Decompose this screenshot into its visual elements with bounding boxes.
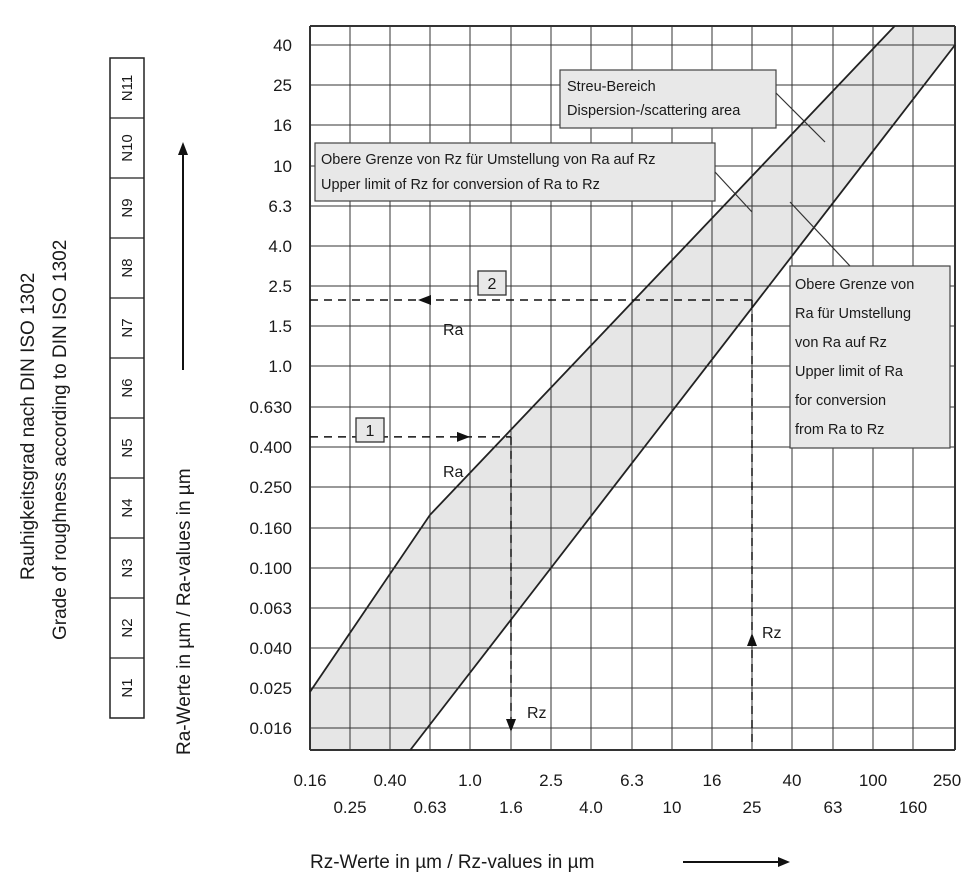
y-tick-label: 0.630 <box>249 398 292 417</box>
streu-label: Dispersion-/scattering area <box>567 103 741 119</box>
x-tick-label: 63 <box>823 798 843 817</box>
y-tick-label: 0.400 <box>249 438 292 457</box>
x-tick-label: 25 <box>742 798 762 817</box>
x-axis-label: Rz-Werte in µm / Rz-values in µm <box>310 852 595 873</box>
y-axis-label: Ra-Werte in µm / Ra-values in µm <box>174 468 195 755</box>
roughness-grade-n1: N1 <box>119 678 136 698</box>
y-tick-label: 0.250 <box>249 478 292 497</box>
y-tick-label: 16 <box>273 116 292 135</box>
x-tick-label: 0.40 <box>373 771 407 790</box>
x-tick-label: 6.3 <box>620 771 644 790</box>
y-tick-label: 0.040 <box>249 639 292 658</box>
roughness-grade-n11: N11 <box>119 74 136 102</box>
streu-label: Streu-Bereich <box>567 79 656 95</box>
y-tick-label: 0.025 <box>249 679 292 698</box>
y-tick-label: 6.3 <box>268 197 292 216</box>
ra-limit-label: von Ra auf Rz <box>795 335 887 351</box>
roughness-grade-n6: N6 <box>119 378 136 398</box>
example-1-ra-arrow <box>457 432 470 442</box>
y-tick-label: 0.063 <box>249 599 292 618</box>
y-tick-label: 25 <box>273 76 292 95</box>
ra-limit-label: from Ra to Rz <box>795 422 885 438</box>
y-tick-label: 0.100 <box>249 559 292 578</box>
roughness-grade-n9: N9 <box>119 198 136 218</box>
x-tick-label: 100 <box>858 771 888 790</box>
x-tick-label: 16 <box>702 771 722 790</box>
roughness-grade-n7: N7 <box>119 318 136 338</box>
ra-limit-label: for conversion <box>795 393 887 409</box>
x-tick-label: 0.16 <box>293 771 327 790</box>
roughness-label-en: Grade of roughness according to DIN ISO 1302 <box>50 239 71 640</box>
x-tick-label: 10 <box>662 798 682 817</box>
x-tick-label: 2.5 <box>539 771 563 790</box>
ra-limit-box <box>790 266 950 448</box>
x-tick-label: 1.6 <box>499 798 523 817</box>
rz-limit-label: Obere Grenze von Rz für Umstellung von Ra auf Rz <box>321 152 656 168</box>
y-tick-label: 0.160 <box>249 519 292 538</box>
y-tick-label: 40 <box>273 36 292 55</box>
roughness-label-de: Rauhigkeitsgrad nach DIN ISO 1302 <box>18 272 39 580</box>
x-tick-label: 4.0 <box>579 798 603 817</box>
y-tick-label: 1.5 <box>268 317 292 336</box>
x-axis-arrow-head <box>778 857 790 867</box>
rz-limit-label: Upper limit of Rz for conversion of Ra to Rz <box>321 177 600 193</box>
roughness-grade-n4: N4 <box>119 498 136 518</box>
x-tick-label: 160 <box>898 798 928 817</box>
roughness-grade-n5: N5 <box>119 438 136 458</box>
roughness-grade-scale <box>18 58 144 718</box>
y-tick-label: 4.0 <box>268 237 292 256</box>
ra-limit-label: Obere Grenze von <box>795 277 915 293</box>
roughness-grade-n10: N10 <box>119 134 136 162</box>
y-tick-label: 1.0 <box>268 357 292 376</box>
y-tick-label: 0.016 <box>249 719 292 738</box>
roughness-grade-n2: N2 <box>119 618 136 638</box>
y-tick-label: 10 <box>273 157 292 176</box>
example-1-rz-arrow <box>506 719 516 732</box>
example-2-ra-label: Ra <box>443 322 464 339</box>
x-tick-label: 0.63 <box>413 798 447 817</box>
x-tick-label: 0.25 <box>333 798 367 817</box>
example-2-marker: 2 <box>487 276 497 293</box>
example-1-ra-label: Ra <box>443 464 464 481</box>
x-tick-label: 250 <box>932 771 962 790</box>
example-2-rz-arrow <box>747 633 757 646</box>
example-2-ra-arrow <box>418 295 431 305</box>
ra-limit-label: Upper limit of Ra <box>795 364 903 380</box>
example-1-marker: 1 <box>365 423 375 440</box>
x-tick-label: 1.0 <box>458 771 482 790</box>
example-1-rz-label: Rz <box>527 705 547 722</box>
roughness-grade-n8: N8 <box>119 258 136 278</box>
ra-limit-label: Ra für Umstellung <box>795 306 912 322</box>
y-tick-label: 2.5 <box>268 277 292 296</box>
y-axis-arrow-head <box>178 142 188 155</box>
roughness-grade-n3: N3 <box>119 558 136 578</box>
x-tick-label: 40 <box>782 771 802 790</box>
example-2-rz-label: Rz <box>762 625 782 642</box>
